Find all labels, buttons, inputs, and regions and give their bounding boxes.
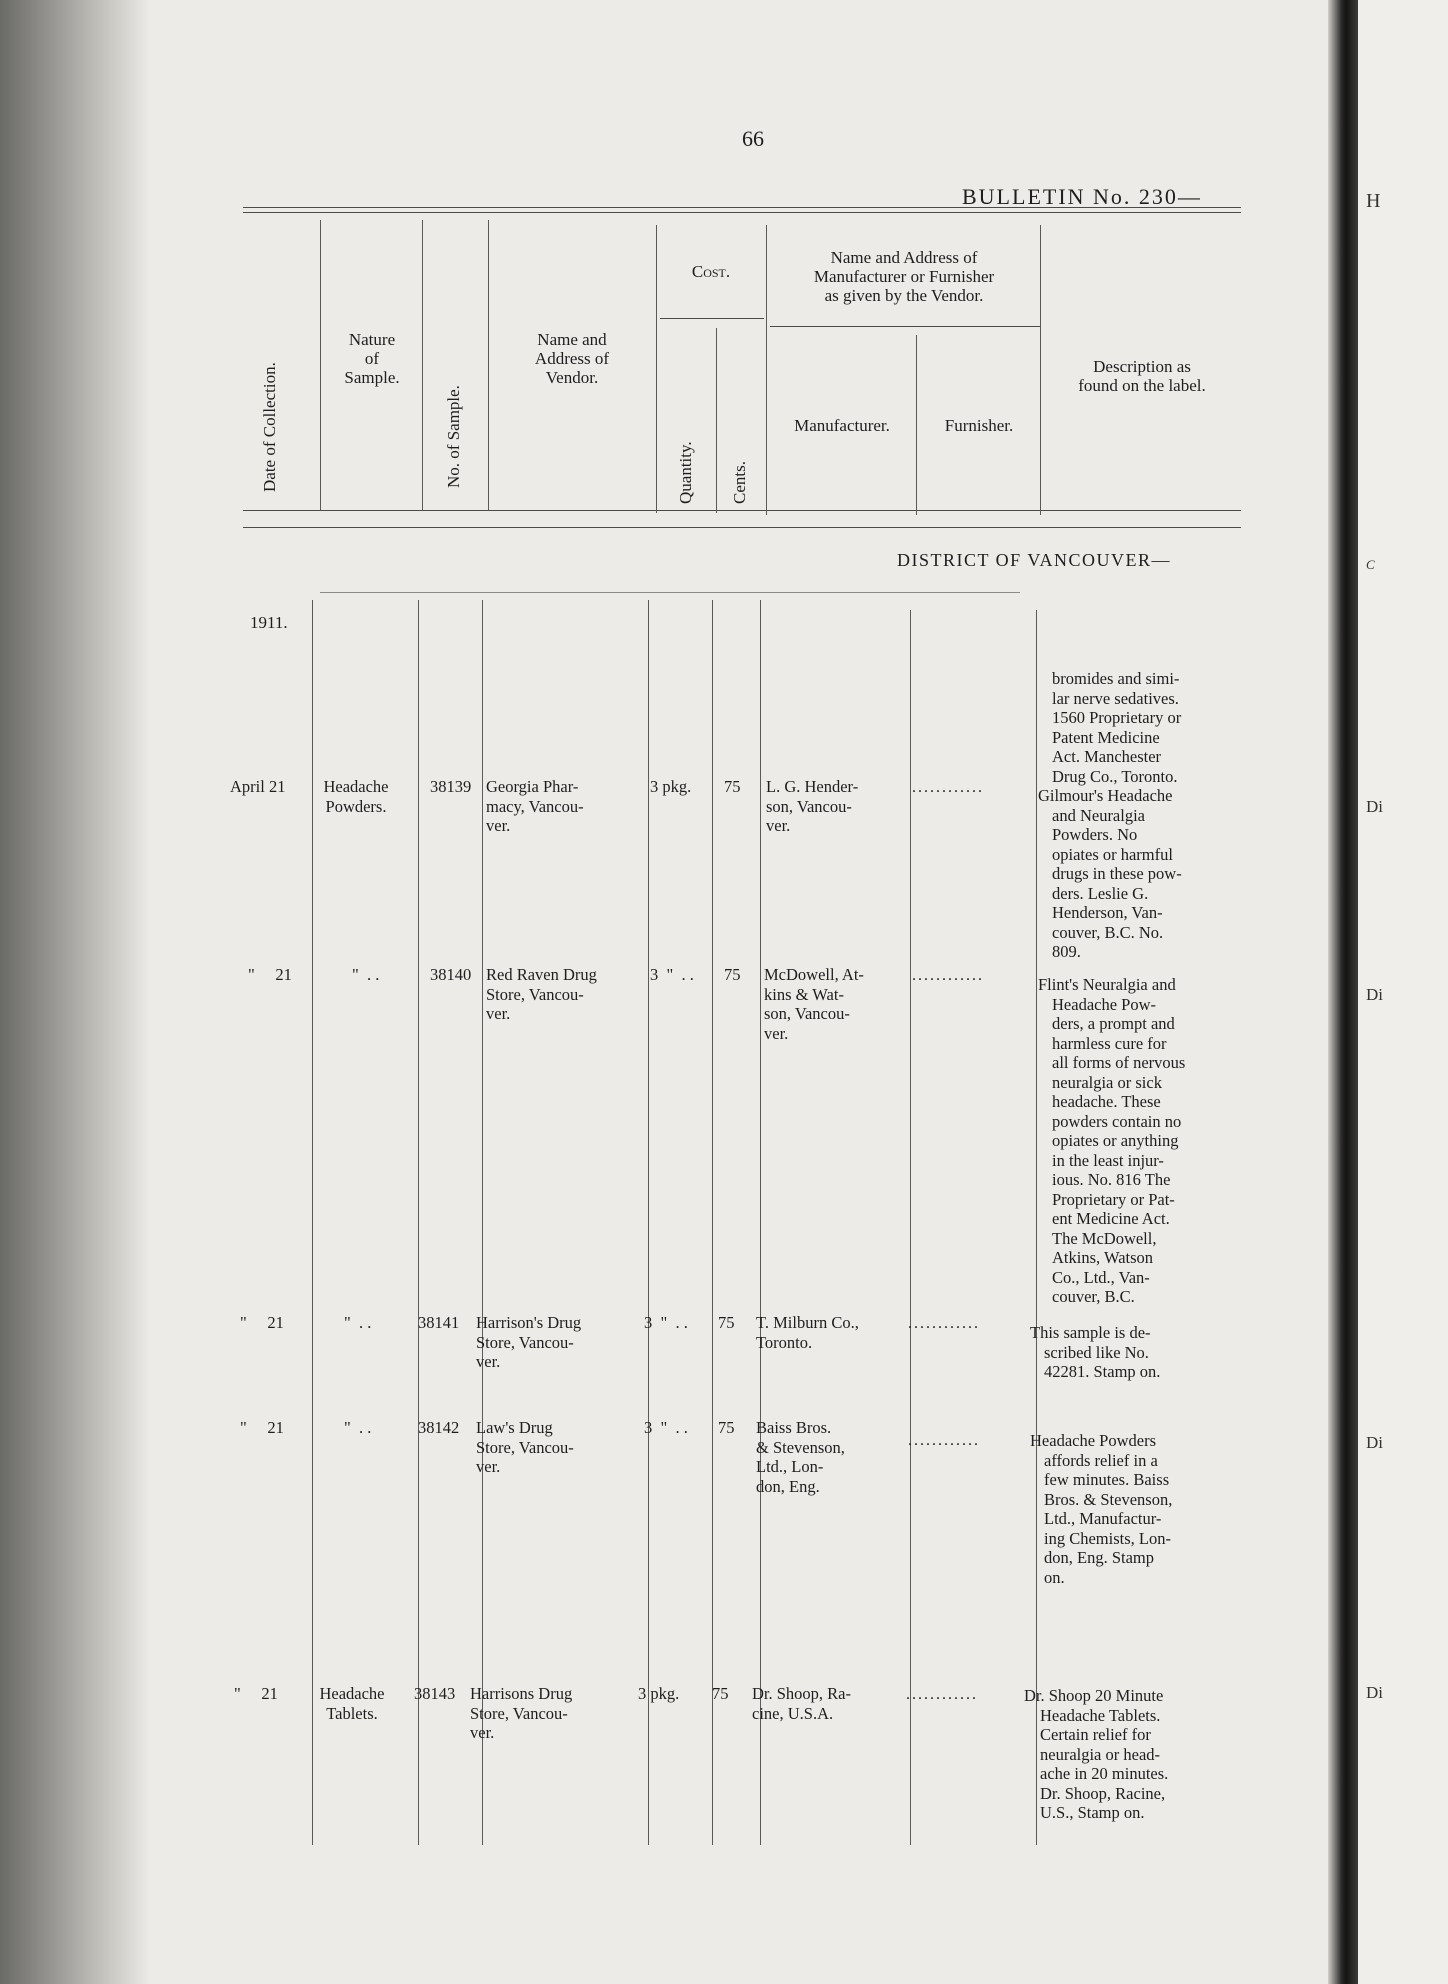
description-line: 1560 Proprietary or (1052, 708, 1182, 727)
description-line: Ltd., Manufactur- (1044, 1509, 1162, 1528)
row-nature: Headache Powders. (323, 777, 389, 816)
rule (243, 510, 1241, 511)
column-rule (320, 220, 321, 510)
description-line: The McDowell, (1052, 1228, 1157, 1248)
description-line: Headache Powders (1030, 1431, 1156, 1450)
description-line: and Neuralgia (1052, 805, 1145, 825)
description-line: Act. Manchester (1052, 747, 1162, 766)
facing-page-fragment: Di (1366, 1433, 1383, 1452)
description-line: Dr. Shoop 20 Minute (1024, 1686, 1164, 1705)
row-furnisher: ............ (906, 1686, 978, 1703)
description-line: couver, B.C. (1052, 1287, 1135, 1306)
header-manufacturer-furnisher: Name and Address of Manufacturer or Furnisher as given by the Vendor. (813, 248, 995, 305)
row-date: " 21 (248, 965, 292, 984)
description-line: Proprietary or Pat- (1052, 1189, 1175, 1209)
description-line: ious. No. 816 The (1052, 1170, 1171, 1189)
description-line: Certain relief for (1040, 1725, 1151, 1744)
header-vendor: Name and Address of Vendor. (534, 330, 610, 387)
description-line: couver, B.C. No. (1052, 922, 1164, 942)
row-cents: 75 (712, 1684, 729, 1703)
row-vendor: Red Raven Drug Store, Vancou- ver. (486, 965, 597, 1023)
row-description (1038, 975, 1238, 1307)
header-quantity: Quantity. (676, 441, 695, 504)
column-rule (760, 600, 761, 1845)
description-line: headache. These (1052, 1092, 1161, 1111)
column-rule (482, 600, 483, 1845)
continued-description (1052, 669, 1238, 786)
row-furnisher: ............ (912, 967, 984, 984)
facing-page-fragment: Di (1366, 1683, 1383, 1702)
row-manufacturer: Dr. Shoop, Ra- cine, U.S.A. (752, 1684, 851, 1723)
description-line: opiates or anything (1052, 1131, 1179, 1150)
description-line: U.S., Stamp on. (1040, 1803, 1145, 1822)
row-quantity: 3 pkg. (650, 777, 692, 796)
description-line: 809. (1052, 942, 1081, 961)
description-line: in the least injur- (1052, 1150, 1164, 1170)
header-date-of-collection: Date of Collection. (260, 362, 279, 492)
column-rule (716, 328, 717, 513)
facing-page-head-fragment: H (1366, 190, 1381, 212)
row-description (1038, 786, 1238, 962)
row-nature: " . . (344, 1313, 372, 1332)
row-vendor: Harrisons Drug Store, Vancou- ver. (470, 1684, 573, 1742)
description-line: Patent Medicine (1052, 727, 1160, 747)
row-cents: 75 (718, 1313, 735, 1332)
description-line: 42281. Stamp on. (1044, 1362, 1161, 1381)
rule (243, 527, 1241, 528)
row-date: " 21 (240, 1313, 284, 1332)
description-line: affords relief in a (1044, 1450, 1158, 1470)
description-line: Gilmour's Headache (1038, 786, 1173, 805)
header-no-of-sample: No. of Sample. (444, 385, 463, 488)
description-line: opiates or harmful (1052, 844, 1173, 864)
facing-page-fragment: Di (1366, 797, 1383, 816)
row-furnisher: ............ (912, 779, 984, 796)
facing-page-fragment: Di (1366, 985, 1383, 1004)
row-quantity: 3 " . . (644, 1418, 688, 1437)
column-rule (916, 335, 917, 515)
description-line: powders contain no (1052, 1111, 1182, 1131)
row-description (1030, 1323, 1235, 1382)
row-nature: " . . (352, 965, 380, 984)
description-line: Dr. Shoop, Racine, (1040, 1783, 1166, 1803)
column-rule (422, 220, 423, 510)
row-sample-no: 38141 (418, 1313, 460, 1332)
header-furnisher: Furnisher. (944, 416, 1014, 435)
row-furnisher: ............ (908, 1315, 980, 1332)
column-rule (712, 600, 713, 1845)
description-line: Co., Ltd., Van- (1052, 1267, 1150, 1287)
district-heading: DISTRICT OF VANCOUVER— (897, 550, 1172, 570)
rule (243, 212, 1241, 213)
description-line: ders. Leslie G. (1052, 883, 1149, 903)
description-line: neuralgia or head- (1040, 1744, 1161, 1764)
row-furnisher: ............ (908, 1432, 980, 1449)
row-nature: " . . (344, 1418, 372, 1437)
header-cents: Cents. (730, 461, 749, 504)
page-number: 66 (742, 126, 764, 151)
header-nature-of-sample: Nature of Sample. (344, 330, 400, 387)
description-line: ent Medicine Act. (1052, 1209, 1170, 1228)
row-sample-no: 38140 (430, 965, 472, 984)
rule (770, 326, 1040, 327)
row-quantity: 3 " . . (644, 1313, 688, 1332)
description-line: Powders. No (1052, 825, 1138, 844)
description-line: lar nerve sedatives. (1052, 688, 1179, 708)
column-rule (766, 225, 767, 515)
row-cents: 75 (724, 965, 741, 984)
description-line: Henderson, Van- (1052, 903, 1163, 922)
row-quantity: 3 " . . (650, 965, 694, 984)
column-rule (648, 600, 649, 1845)
row-nature: Headache Tablets. (319, 1684, 385, 1723)
description-line: Flint's Neuralgia and (1038, 975, 1176, 994)
row-manufacturer: Baiss Bros. & Stevenson, Ltd., Lon- don, Eng. (756, 1418, 845, 1496)
rule (320, 592, 1020, 593)
running-head: BULLETIN No. 230— (962, 184, 1202, 209)
description-line: harmless cure for (1052, 1033, 1167, 1053)
row-cents: 75 (718, 1418, 735, 1437)
description-line: ders, a prompt and (1052, 1014, 1175, 1033)
row-sample-no: 38142 (418, 1418, 460, 1437)
description-line: Headache Tablets. (1040, 1705, 1161, 1725)
description-line: all forms of nervous (1052, 1053, 1186, 1072)
description-line: neuralgia or sick (1052, 1072, 1162, 1092)
description-line: bromides and simi- (1052, 669, 1180, 688)
description-line: scribed like No. (1044, 1342, 1149, 1362)
header-description: Description as found on the label. (1078, 357, 1206, 395)
row-quantity: 3 pkg. (638, 1684, 680, 1703)
column-rule (488, 220, 489, 510)
row-description (1030, 1431, 1235, 1587)
column-rule (910, 610, 911, 1845)
description-line: on. (1044, 1567, 1065, 1587)
row-vendor: Law's Drug Store, Vancou- ver. (476, 1418, 574, 1476)
row-sample-no: 38139 (430, 777, 472, 796)
rule (243, 207, 1241, 208)
rule (660, 318, 764, 319)
description-line: Atkins, Watson (1052, 1248, 1154, 1267)
description-line: ing Chemists, Lon- (1044, 1528, 1171, 1548)
description-line: Headache Pow- (1052, 994, 1156, 1014)
facing-page-fragment: C (1366, 557, 1375, 572)
column-rule (418, 600, 419, 1845)
column-rule (1036, 610, 1037, 1845)
row-vendor: Georgia Phar- macy, Vancou- ver. (486, 777, 584, 835)
row-description (1024, 1686, 1234, 1823)
header-cost: Cost. (691, 262, 731, 281)
header-manufacturer: Manufacturer. (794, 416, 890, 435)
year-label: 1911. (250, 613, 288, 632)
book-binding-shadow (0, 0, 150, 1984)
description-line: Bros. & Stevenson, (1044, 1489, 1173, 1509)
row-date: " 21 (234, 1684, 278, 1703)
description-line: drugs in these pow- (1052, 864, 1182, 883)
description-line: This sample is de- (1030, 1323, 1151, 1342)
description-line: ache in 20 minutes. (1040, 1764, 1169, 1783)
row-manufacturer: T. Milburn Co., Toronto. (756, 1313, 859, 1352)
column-rule (656, 225, 657, 513)
facing-page-edge (1358, 0, 1448, 1984)
row-date: " 21 (240, 1418, 284, 1437)
column-rule (1040, 225, 1041, 515)
row-date: April 21 (230, 777, 286, 796)
row-sample-no: 38143 (414, 1684, 456, 1703)
description-line: Drug Co., Toronto. (1052, 766, 1178, 786)
description-line: don, Eng. Stamp (1044, 1548, 1154, 1567)
description-line: few minutes. Baiss (1044, 1470, 1170, 1489)
page-gutter (1328, 0, 1358, 1984)
row-cents: 75 (724, 777, 741, 796)
row-vendor: Harrison's Drug Store, Vancou- ver. (476, 1313, 582, 1371)
row-manufacturer: L. G. Hender- son, Vancou- ver. (766, 777, 859, 835)
row-manufacturer: McDowell, At- kins & Wat- son, Vancou- ver. (764, 965, 864, 1043)
